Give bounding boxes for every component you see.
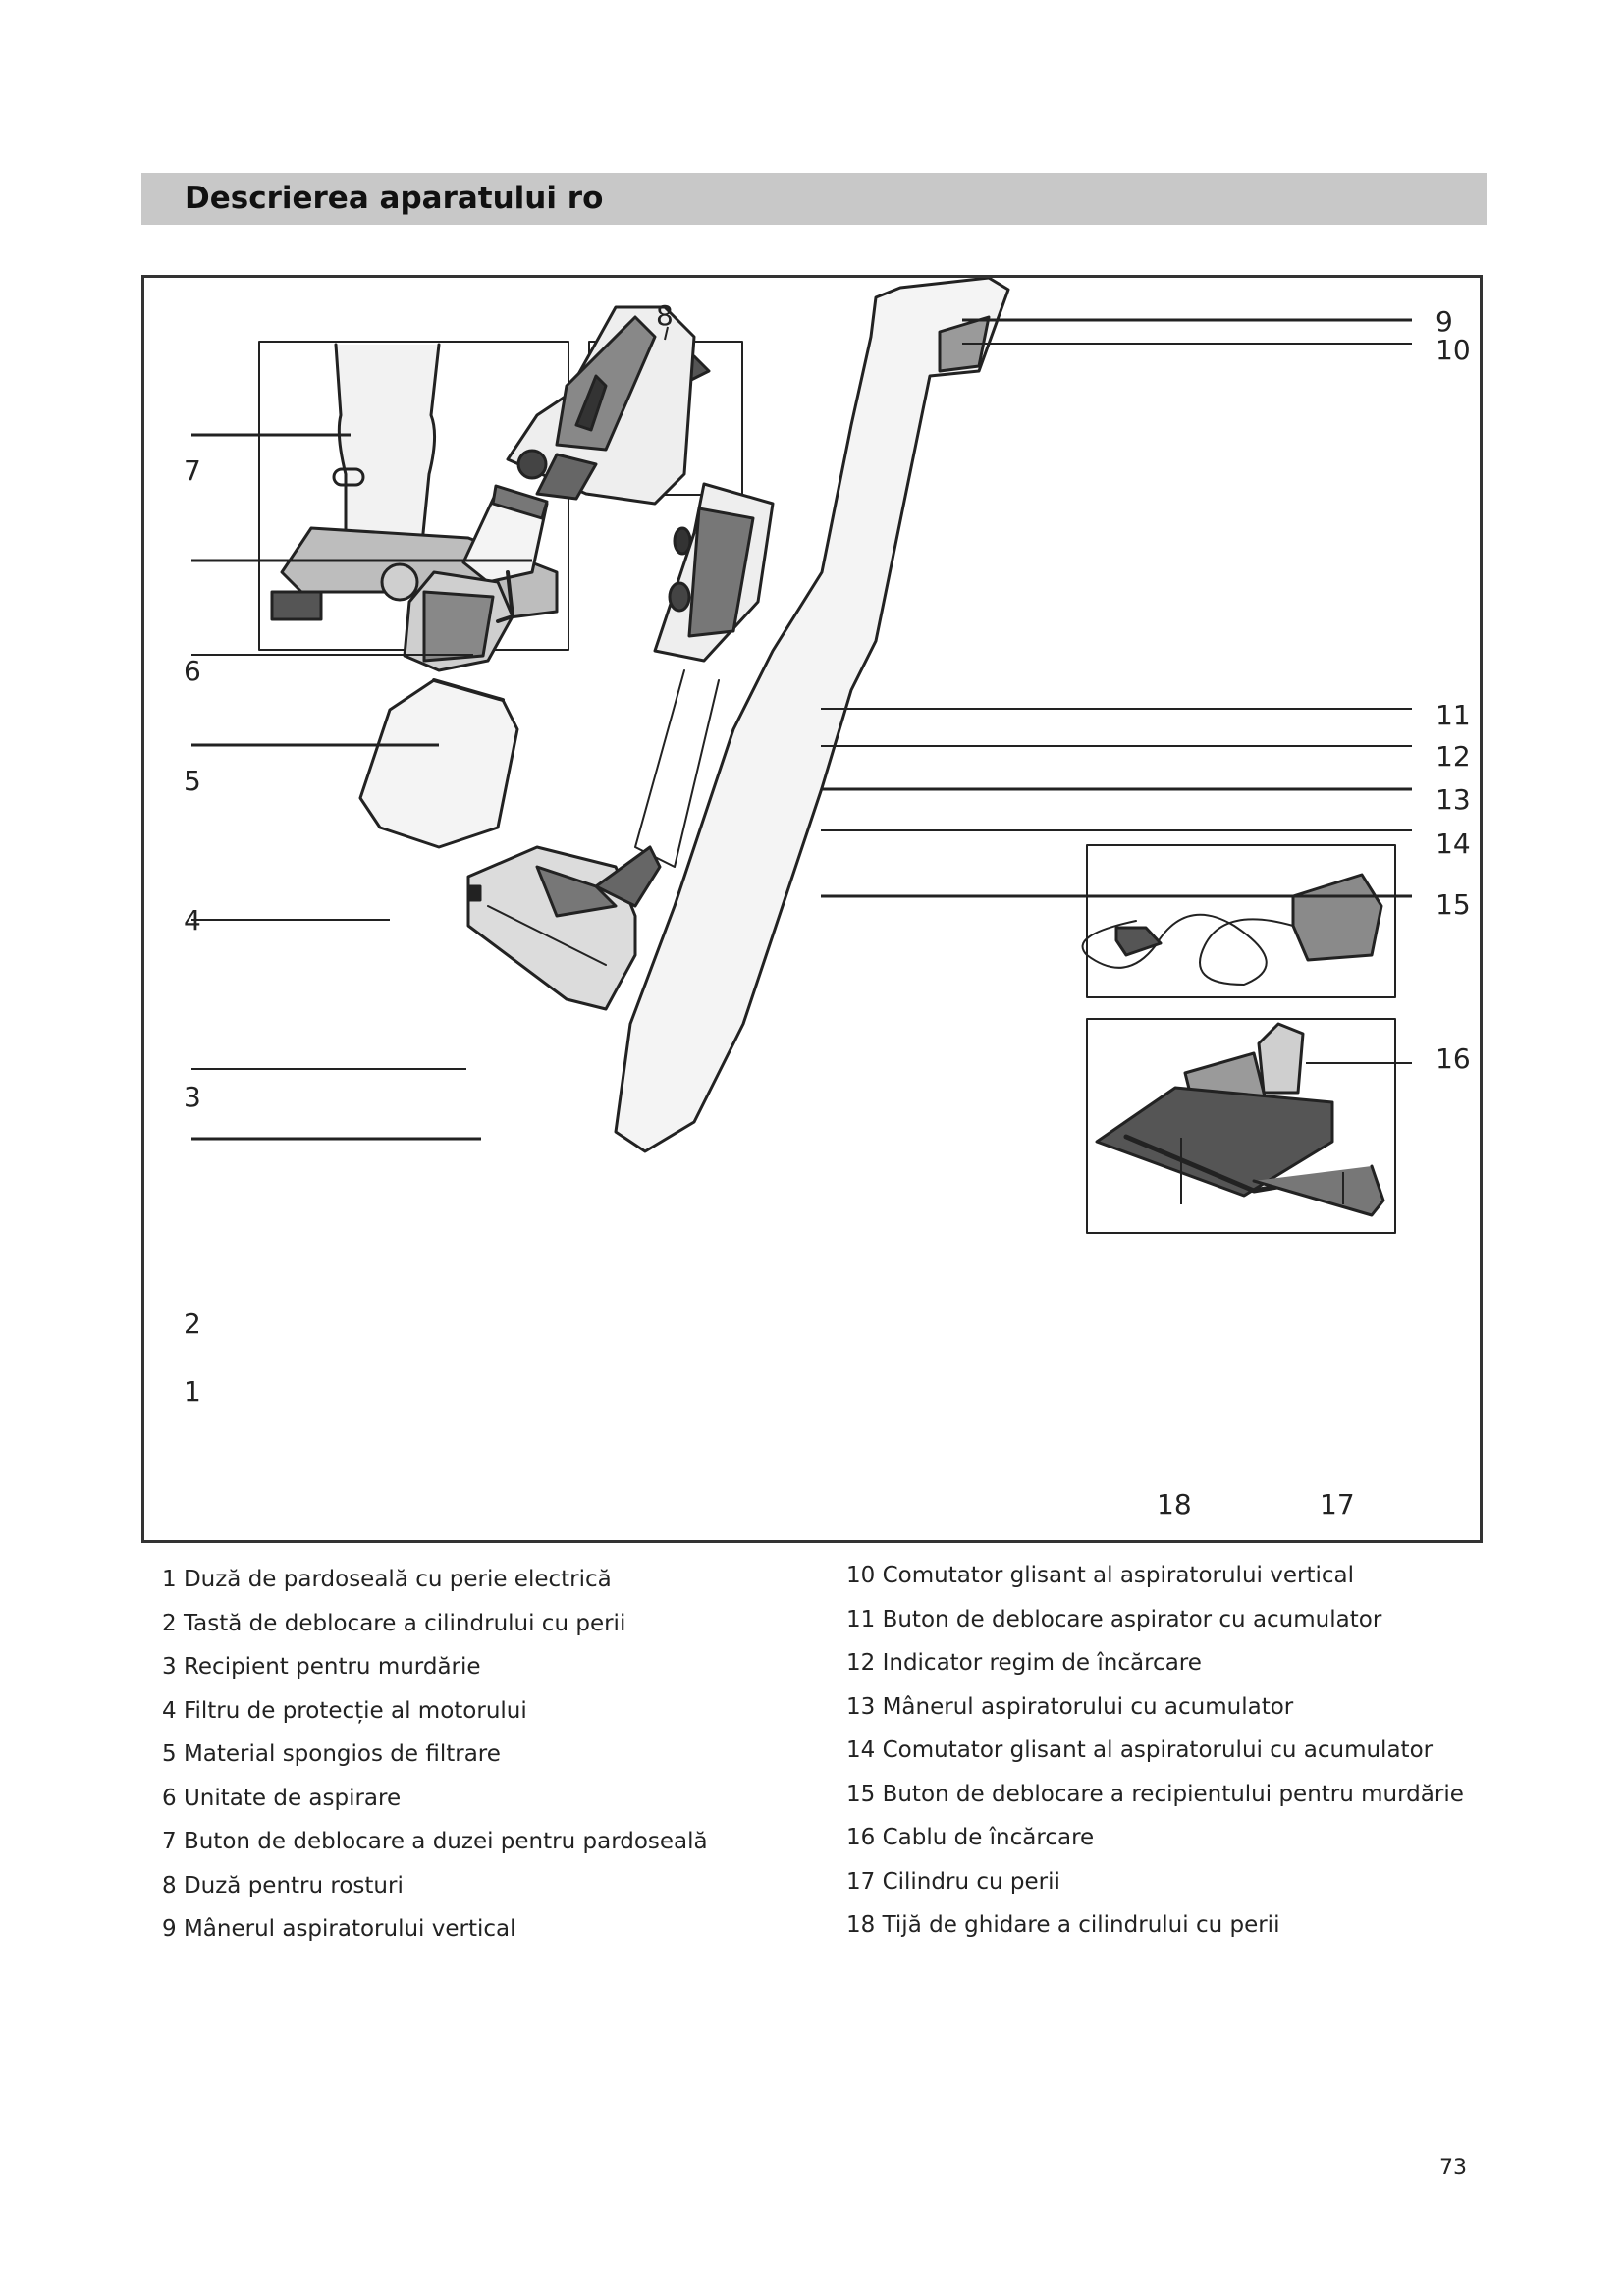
page-number: 73 (1439, 2156, 1467, 2180)
callout-4: 4 (184, 904, 201, 936)
callout-12: 12 (1435, 740, 1471, 773)
legend-item: 18 Tijă de ghidare a cilindrului cu perii (846, 1912, 1280, 1938)
callout-2: 2 (184, 1308, 201, 1340)
legend-item: 12 Indicator regim de încărcare (846, 1650, 1202, 1676)
callout-14: 14 (1435, 828, 1471, 860)
callout-11: 11 (1435, 699, 1471, 731)
legend-item: 2 Tastă de deblocare a cilindrului cu perii (162, 1610, 626, 1636)
callout-16: 16 (1435, 1042, 1471, 1075)
callout-17: 17 (1320, 1488, 1355, 1521)
callout-6: 6 (184, 655, 201, 687)
legend-item: 11 Buton de deblocare aspirator cu acumulator (846, 1606, 1382, 1632)
legend-left-column (162, 1565, 708, 1958)
legend-item: 5 Material spongios de filtrare (162, 1741, 501, 1767)
legend-item: 13 Mânerul aspiratorului cu acumulator (846, 1693, 1294, 1720)
callout-18: 18 (1157, 1488, 1192, 1521)
callout-8: 8 (656, 299, 674, 332)
legend-item: 15 Buton de deblocare a recipientului pentru murdărie (846, 1781, 1464, 1807)
legend-right-column (846, 1561, 1464, 1954)
callout-10: 10 (1435, 334, 1471, 366)
callout-15: 15 (1435, 888, 1471, 921)
legend-item: 4 Filtru de protecție al motorului (162, 1697, 527, 1724)
callout-7: 7 (184, 454, 201, 487)
section-header (141, 173, 1487, 225)
legend-item: 9 Mânerul aspiratorului vertical (162, 1916, 516, 1942)
legend-item: 6 Unitate de aspirare (162, 1785, 402, 1811)
legend-item: 10 Comutator glisant al aspiratorului vertical (846, 1563, 1354, 1588)
callout-1: 1 (184, 1375, 201, 1408)
appliance-diagram (141, 275, 1483, 1543)
section-title: Descrierea aparatului ro (185, 181, 604, 216)
legend-item: 16 Cablu de încărcare (846, 1825, 1095, 1850)
legend-item: 1 Duză de pardoseală cu perie electrică (162, 1567, 612, 1592)
legend-item: 14 Comutator glisant al aspiratorului cu acumulator (846, 1737, 1434, 1763)
callout-9: 9 (1435, 305, 1453, 338)
callout-13: 13 (1435, 783, 1471, 816)
callout-3: 3 (184, 1081, 201, 1113)
legend-item: 17 Cilindru cu perii (846, 1868, 1060, 1895)
callout-5: 5 (184, 765, 201, 797)
legend-item: 3 Recipient pentru murdărie (162, 1654, 481, 1680)
vacuum-illustration (144, 278, 1480, 1540)
legend-item: 7 Buton de deblocare a duzei pentru pardoseală (162, 1829, 708, 1854)
legend-item: 8 Duză pentru rosturi (162, 1872, 404, 1898)
